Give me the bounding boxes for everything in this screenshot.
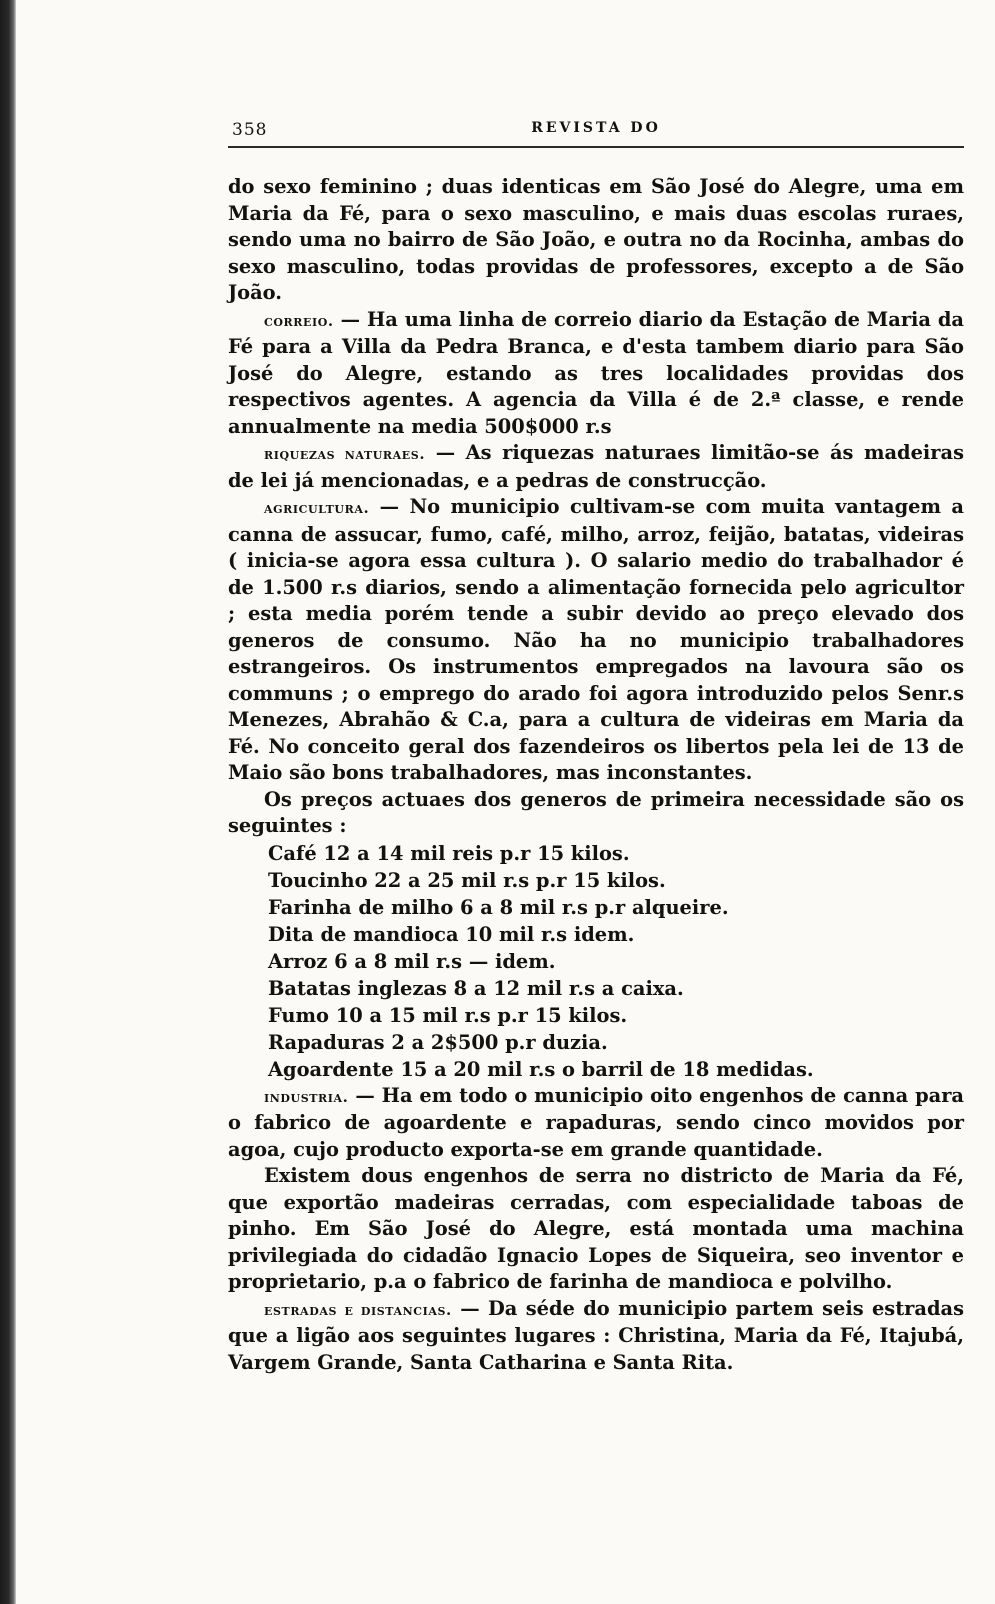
paragraph-correio: correio. — Ha uma linha de correio diario da Estação de Maria da Fé para a Villa da Pedra Branca, e d'esta tambem diario para São José do Alegre, estando as tres localidades providas dos respectivos agentes. A agencia da Villa é de 2.ª classe, e rende annualmente na media 500$000 r.s: [228, 307, 964, 438]
price-item: Farinha de milho 6 a 8 mil r.s p.r alqueire.: [268, 895, 729, 919]
paragraph-industria: industria. — Ha em todo o municipio oito engenhos de canna para o fabrico de agoardente e rapaduras, sendo cinco movidos por agoa, cujo producto exporta-se em grande quantidade.: [228, 1083, 964, 1161]
paragraph-estradas: estradas e distancias. — Da séde do municipio partem seis estradas que a ligão aos seguintes lugares : Christina, Maria da Fé, Itajubá, Vargem Grande, Santa Catharina e Santa Rita.: [228, 1296, 965, 1374]
paragraph-precos-intro: Os preços actuaes dos generos de primeira necessidade são os seguintes :: [228, 787, 964, 837]
price-list: [228, 840, 964, 1083]
section-lead-agricultura: agricultura.: [264, 499, 370, 517]
price-item: Arroz 6 a 8 mil r.s — idem.: [268, 949, 556, 973]
section-lead-correio: correio.: [264, 311, 334, 330]
price-item: Dita de mandioca 10 mil r.s idem.: [268, 922, 635, 946]
book-spine-shadow: [0, 0, 16, 1604]
paragraph-schools: do sexo feminino ; duas identicas em São José do Alegre, uma em Maria da Fé, para o sexo masculino, e mais duas escolas ruraes, sendo uma no bairro de São João, e outra no da Rocinha, ambas do sexo masculino, todas providas de professores, excepto a de São João.: [228, 175, 964, 304]
page-number: 358: [232, 120, 268, 140]
section-lead-industria: industria.: [264, 1087, 349, 1106]
price-item: Fumo 10 a 15 mil r.s p.r 15 kilos.: [268, 1003, 628, 1027]
section-lead-riquezas: riquezas naturaes.: [264, 445, 426, 463]
running-title: REVISTA DO: [531, 120, 661, 136]
price-item: Batatas inglezas 8 a 12 mil r.s a caixa.: [268, 976, 684, 1000]
page-header: [228, 112, 964, 148]
section-lead-estradas: estradas e distancias.: [264, 1300, 452, 1319]
price-item: Rapaduras 2 a 2$500 p.r duzia.: [268, 1030, 608, 1054]
paragraph-engenhos: Existem dous engenhos de serra no districto de Maria da Fé, que exportão madeiras cerradas, com especialidade taboas de pinho. Em São José do Alegre, está montada uma machina privilegiada do cidadão Ignacio Lopes de Siqueira, seo inventor e proprietario, p.a o fabrico de farinha de mandioca e polvilho.: [228, 1164, 964, 1293]
price-item: Café 12 a 14 mil reis p.r 15 kilos.: [268, 841, 630, 865]
price-item: Agoardente 15 a 20 mil r.s o barril de 18 medidas.: [268, 1057, 814, 1081]
paragraph-agricultura: agricultura. — No municipio cultivam-se com muita vantagem a canna de assucar, fumo, café, milho, arroz, feijão, batatas, videiras ( inicia-se agora essa cultura ). O salario medio do trabalhador é de 1.500 r.s diarios, sendo a alimentação fornecida pelo agricultor ; esta media porém tende a subir devido ao preço elevado dos generos de consumo. Não ha no municipio trabalhadores estrangeiros. Os instrumentos empregados na lavoura são os communs ; o emprego do arado foi agora introduzido pelos Senr.s Menezes, Abrahão & C.a, para a cultura de videiras em Maria da Fé. No conceito geral dos fazendeiros os libertos pela lei de 13 de Maio são bons trabalhadores, mas inconstantes.: [228, 495, 964, 784]
paragraph-riquezas: riquezas naturaes. — As riquezas naturaes limitão-se ás madeiras de lei já mencionadas, e a pedras de construcção.: [228, 441, 964, 492]
body-text: [228, 174, 964, 1376]
book-page: [228, 112, 964, 1376]
price-item: Toucinho 22 a 25 mil r.s p.r 15 kilos.: [268, 868, 666, 892]
